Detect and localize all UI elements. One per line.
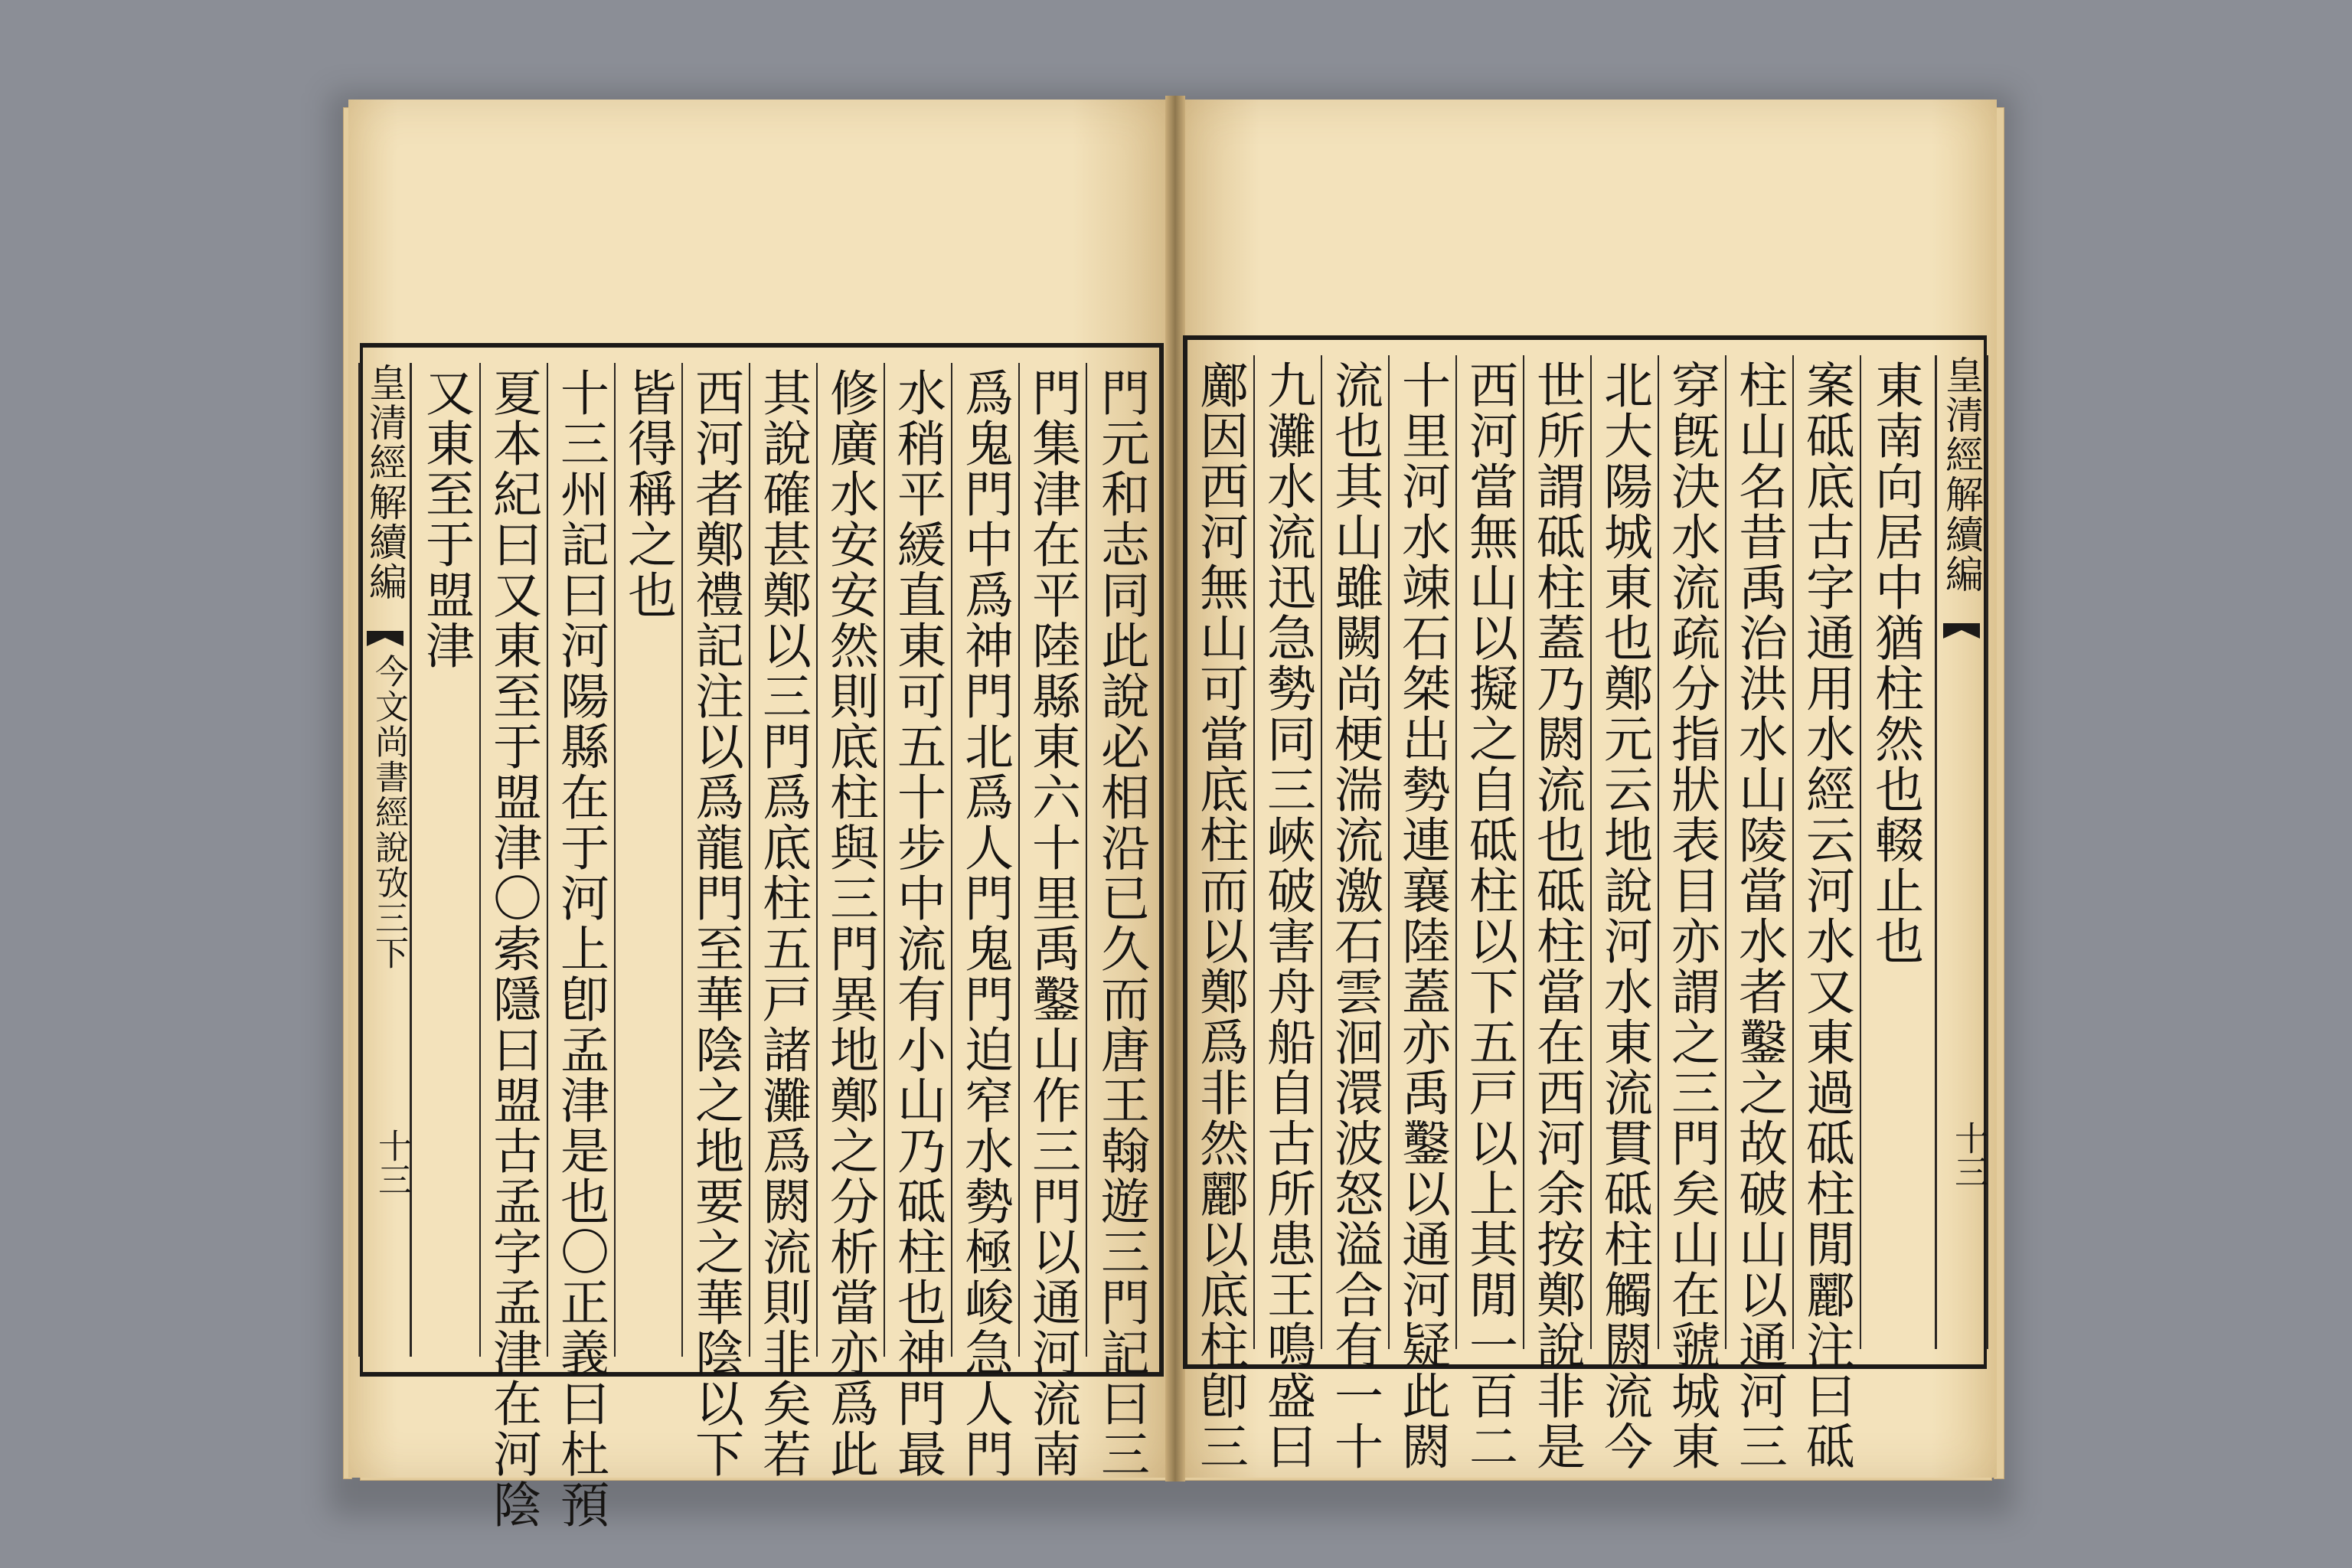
left-text-column — [481, 363, 548, 1530]
right-text-column — [1726, 355, 1794, 1472]
left-column-text: 又東至于盟津 — [417, 368, 474, 671]
right-column-text: 西河當無山以擬之自砥柱以下五戸以上其閒一百二 — [1461, 360, 1517, 1472]
right-text-column — [1659, 355, 1726, 1472]
right-sheet-number: 十三 — [1949, 1121, 1988, 1188]
right-text-column — [1794, 355, 1861, 1472]
left-text-column — [413, 363, 481, 1357]
left-column-text: 其說確甚鄭以三門爲底柱五戸諸灘爲閼流則非矣若 — [754, 368, 811, 1479]
right-column-text: 北大陽城東也鄭元云地說河水東流貫砥柱觸閼流今 — [1596, 360, 1652, 1472]
right-text-column — [1322, 355, 1390, 1472]
right-text-column — [1524, 355, 1592, 1472]
left-text-column — [683, 363, 750, 1479]
left-column-text: 夏本紀曰又東至于盟津〇索隱曰盟古孟字孟津在河陰 — [485, 368, 541, 1530]
right-column-text: 流也其山雖闕尚梗湍流激石雲洄澴波怒溢合有一十 — [1326, 360, 1383, 1472]
right-text-column — [1592, 355, 1659, 1472]
left-text-column — [1087, 363, 1155, 1479]
left-text-columns — [413, 348, 1159, 1530]
right-text-column — [1187, 355, 1255, 1472]
fishtail-mark — [367, 631, 403, 646]
right-margin-title: 皇清經解續編 — [1939, 355, 1984, 594]
left-column-text: 皆得稱之也 — [619, 368, 676, 620]
right-page-frame — [1183, 335, 1988, 1472]
right-text-columns — [1187, 340, 1933, 1472]
left-column-text: 修廣水安安然則底柱與三門異地鄭之分析當亦爲此 — [822, 368, 878, 1479]
left-text-column — [750, 363, 818, 1479]
left-column-text: 水稍平緩直東可五十步中流有小山乃砥柱也神門最 — [889, 368, 946, 1479]
fishtail-mark — [1943, 623, 1980, 639]
right-column-text: 十里河水竦石桀出勢連襄陸蓋亦禹鑿以通河疑此閼 — [1393, 360, 1450, 1472]
right-text-column — [1861, 355, 1929, 1349]
left-margin-title: 皇清經解續編 — [363, 363, 407, 602]
left-page-frame — [360, 343, 1164, 1530]
right-column-text: 世所謂砥柱蓋乃閼流也砥柱當在西河余按鄭說非是 — [1528, 360, 1585, 1472]
right-column-text: 案砥底古字通用水經云河水又東過砥柱閒酈注曰砥 — [1798, 360, 1854, 1472]
right-text-column — [1390, 355, 1457, 1472]
right-text-column — [1457, 355, 1524, 1472]
right-margin-column — [1935, 355, 1988, 1349]
left-column-text: 西河者鄭禮記注以爲龍門至華陰之地要之華陰以下 — [687, 368, 743, 1479]
left-sheet-number: 十三 — [372, 1129, 411, 1196]
left-text-column — [885, 363, 952, 1479]
left-margin-column — [358, 363, 412, 1357]
left-text-column — [616, 363, 683, 1357]
right-column-text: 九灘水流迅急勢同三峽破害舟船自古所患王鳴盛曰 — [1259, 360, 1315, 1472]
left-margin-subtitle: 今文尚書經說攷三下 — [369, 654, 408, 971]
right-column-text: 柱山名昔禹治洪水山陵當水者鑿之故破山以通河三 — [1730, 360, 1787, 1472]
left-column-text: 門元和志同此說必相沿已久而唐王翰遊三門記曰三 — [1093, 368, 1149, 1479]
left-text-column — [1020, 363, 1087, 1479]
right-column-text: 穿旣決水流疏分指狀表目亦謂之三門矣山在虢城東 — [1663, 360, 1720, 1472]
right-column-text: 東南向居中猶柱然也輟止也 — [1867, 360, 1923, 966]
right-text-column — [1255, 355, 1322, 1472]
left-column-text: 門集津在平陸縣東六十里禹鑿山作三門以通河流南 — [1024, 368, 1080, 1479]
left-text-column — [952, 363, 1020, 1479]
left-text-column — [818, 363, 885, 1479]
left-column-text: 爲鬼門中爲神門北爲人門鬼門迫窄水勢極峻急人門 — [956, 368, 1013, 1479]
left-text-column — [548, 363, 616, 1530]
left-column-text: 十三州記曰河陽縣在于河上卽孟津是也〇正義曰杜預 — [552, 368, 609, 1530]
right-column-text: 鄺因西河無山可當底柱而以鄭爲非然酈以底柱卽三 — [1191, 360, 1248, 1472]
